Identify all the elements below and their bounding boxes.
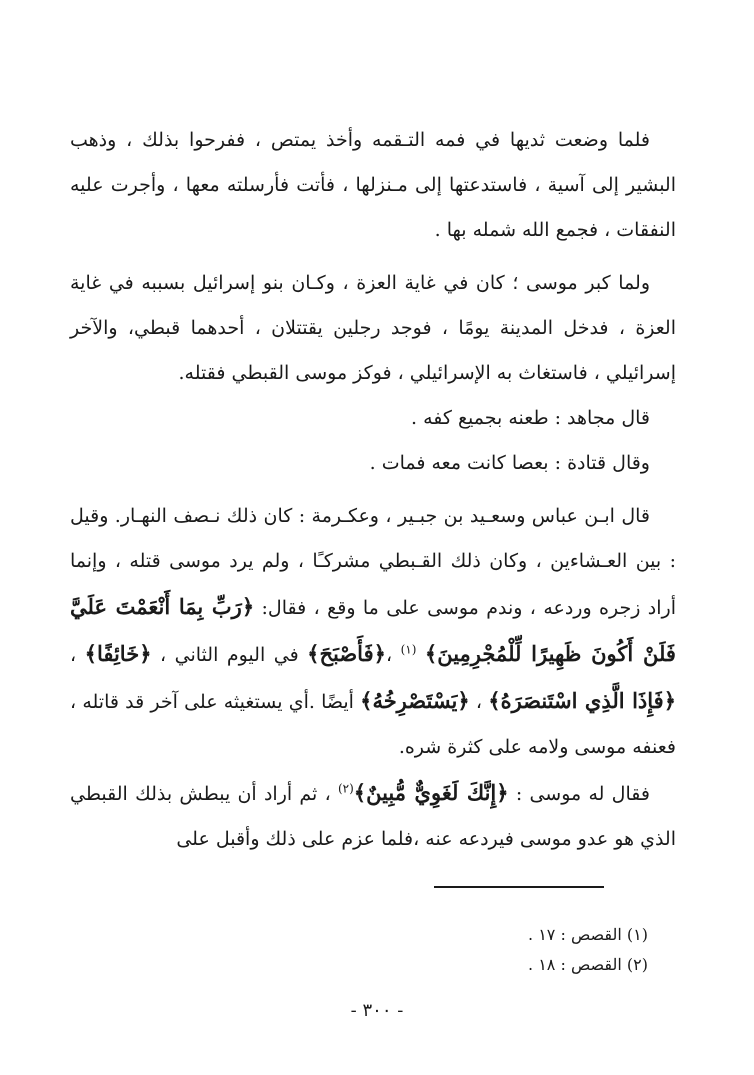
main-text <box>70 118 676 862</box>
paragraph-5-text-3: في اليوم الثاني ، <box>160 644 299 666</box>
quran-verse-2: ﴿فَأَصْبَحَ﴾ <box>307 641 386 666</box>
quran-verse-4: ﴿فَإِذَا الَّذِي اسْتَنصَرَهُ﴾ <box>488 688 677 713</box>
footnote-2: (٢) القصص : ١٨ . <box>528 955 648 974</box>
paragraph-2: ولما كبر موسى ؛ كان في غاية العزة ، وكـان بنو إسرائيل بسببه في غاية العزة ، فدخل المدينة يومًا ، فوجد رجلين يقتتلان ، أحدهما قبطي، والآخر إسرائيلي ، فاستغاث به الإسرائيلي ، فوكز موسى القبطي فقتله. <box>70 272 676 384</box>
paragraph-3: قال مجاهد : طعنه بجميع كفه . <box>410 407 650 429</box>
footnotes <box>528 920 648 980</box>
quran-verse-1: ﴿رَبِّ بِمَا أَنْعَمْتَ عَلَيَّ فَلَنْ أَكُونَ ظَهِيرًا لِّلْمُجْرِمِينَ﴾ <box>70 594 676 666</box>
quran-verse-5: ﴿يَسْتَصْرِخُهُ﴾ <box>360 688 470 713</box>
paragraph-5-text-6: أيضًا .أي يستغيثه على آخر قد قاتله ، فعنفه موسى ولامه على كثرة شره. <box>70 691 676 758</box>
quran-verse-3: ﴿خَائِفًا﴾ <box>84 641 152 666</box>
paragraph-5-text-5: ، <box>475 691 483 713</box>
paragraph-1: فلما وضعت ثديها في فمه التـقمه وأخذ يمتص ، ففرحوا بذلك ، وذهب البشير إلى آسية ، فاستدعتها إلى مـنزلها ، فأتت فأرسلته معها ، وأجرت عليه النفقات ، فجمع الله شمله بها . <box>70 129 676 241</box>
paragraph-5-text-1: قال ابـن عباس وسعـيد بن جبـير ، وعكـرمة : كان ذلك نـصف النهـار. وقيل : بين العـشاءين ، وكان ذلك القـبطي مشركـًا ، ولم يرد موسى قتله ، وإنما أراد زجره وردعه ، وندم موسى على ما وقع ، فقال: <box>70 505 676 619</box>
paragraph-5 <box>70 494 676 770</box>
paragraph-5-text-2: ، <box>385 644 393 666</box>
footnote-1: (١) القصص : ١٧ . <box>528 925 648 944</box>
paragraph-4: وقال قتادة : بعصا كانت معه فمات . <box>369 452 650 474</box>
paragraph-5-text-4: ، <box>70 644 77 666</box>
paragraph-6-text-2: ، ثم أراد أن يبطش بذلك القبطي الذي هو عدو موسى فيردعه عنه ،فلما عزم على ذلك وأقبل على <box>70 783 676 850</box>
page-number: - ٣٠٠ - <box>350 1000 404 1021</box>
footnote-ref-2[interactable]: (٢) <box>337 781 354 796</box>
footnote-ref-1[interactable]: (١) <box>400 642 417 657</box>
footnote-divider <box>434 886 604 888</box>
paragraph-6 <box>70 770 676 862</box>
quran-verse-6: ﴿إِنَّكَ لَغَوِيٌّ مُّبِينٌ﴾ <box>353 780 509 805</box>
paragraph-6-text-1: فقال له موسى : <box>515 783 650 805</box>
